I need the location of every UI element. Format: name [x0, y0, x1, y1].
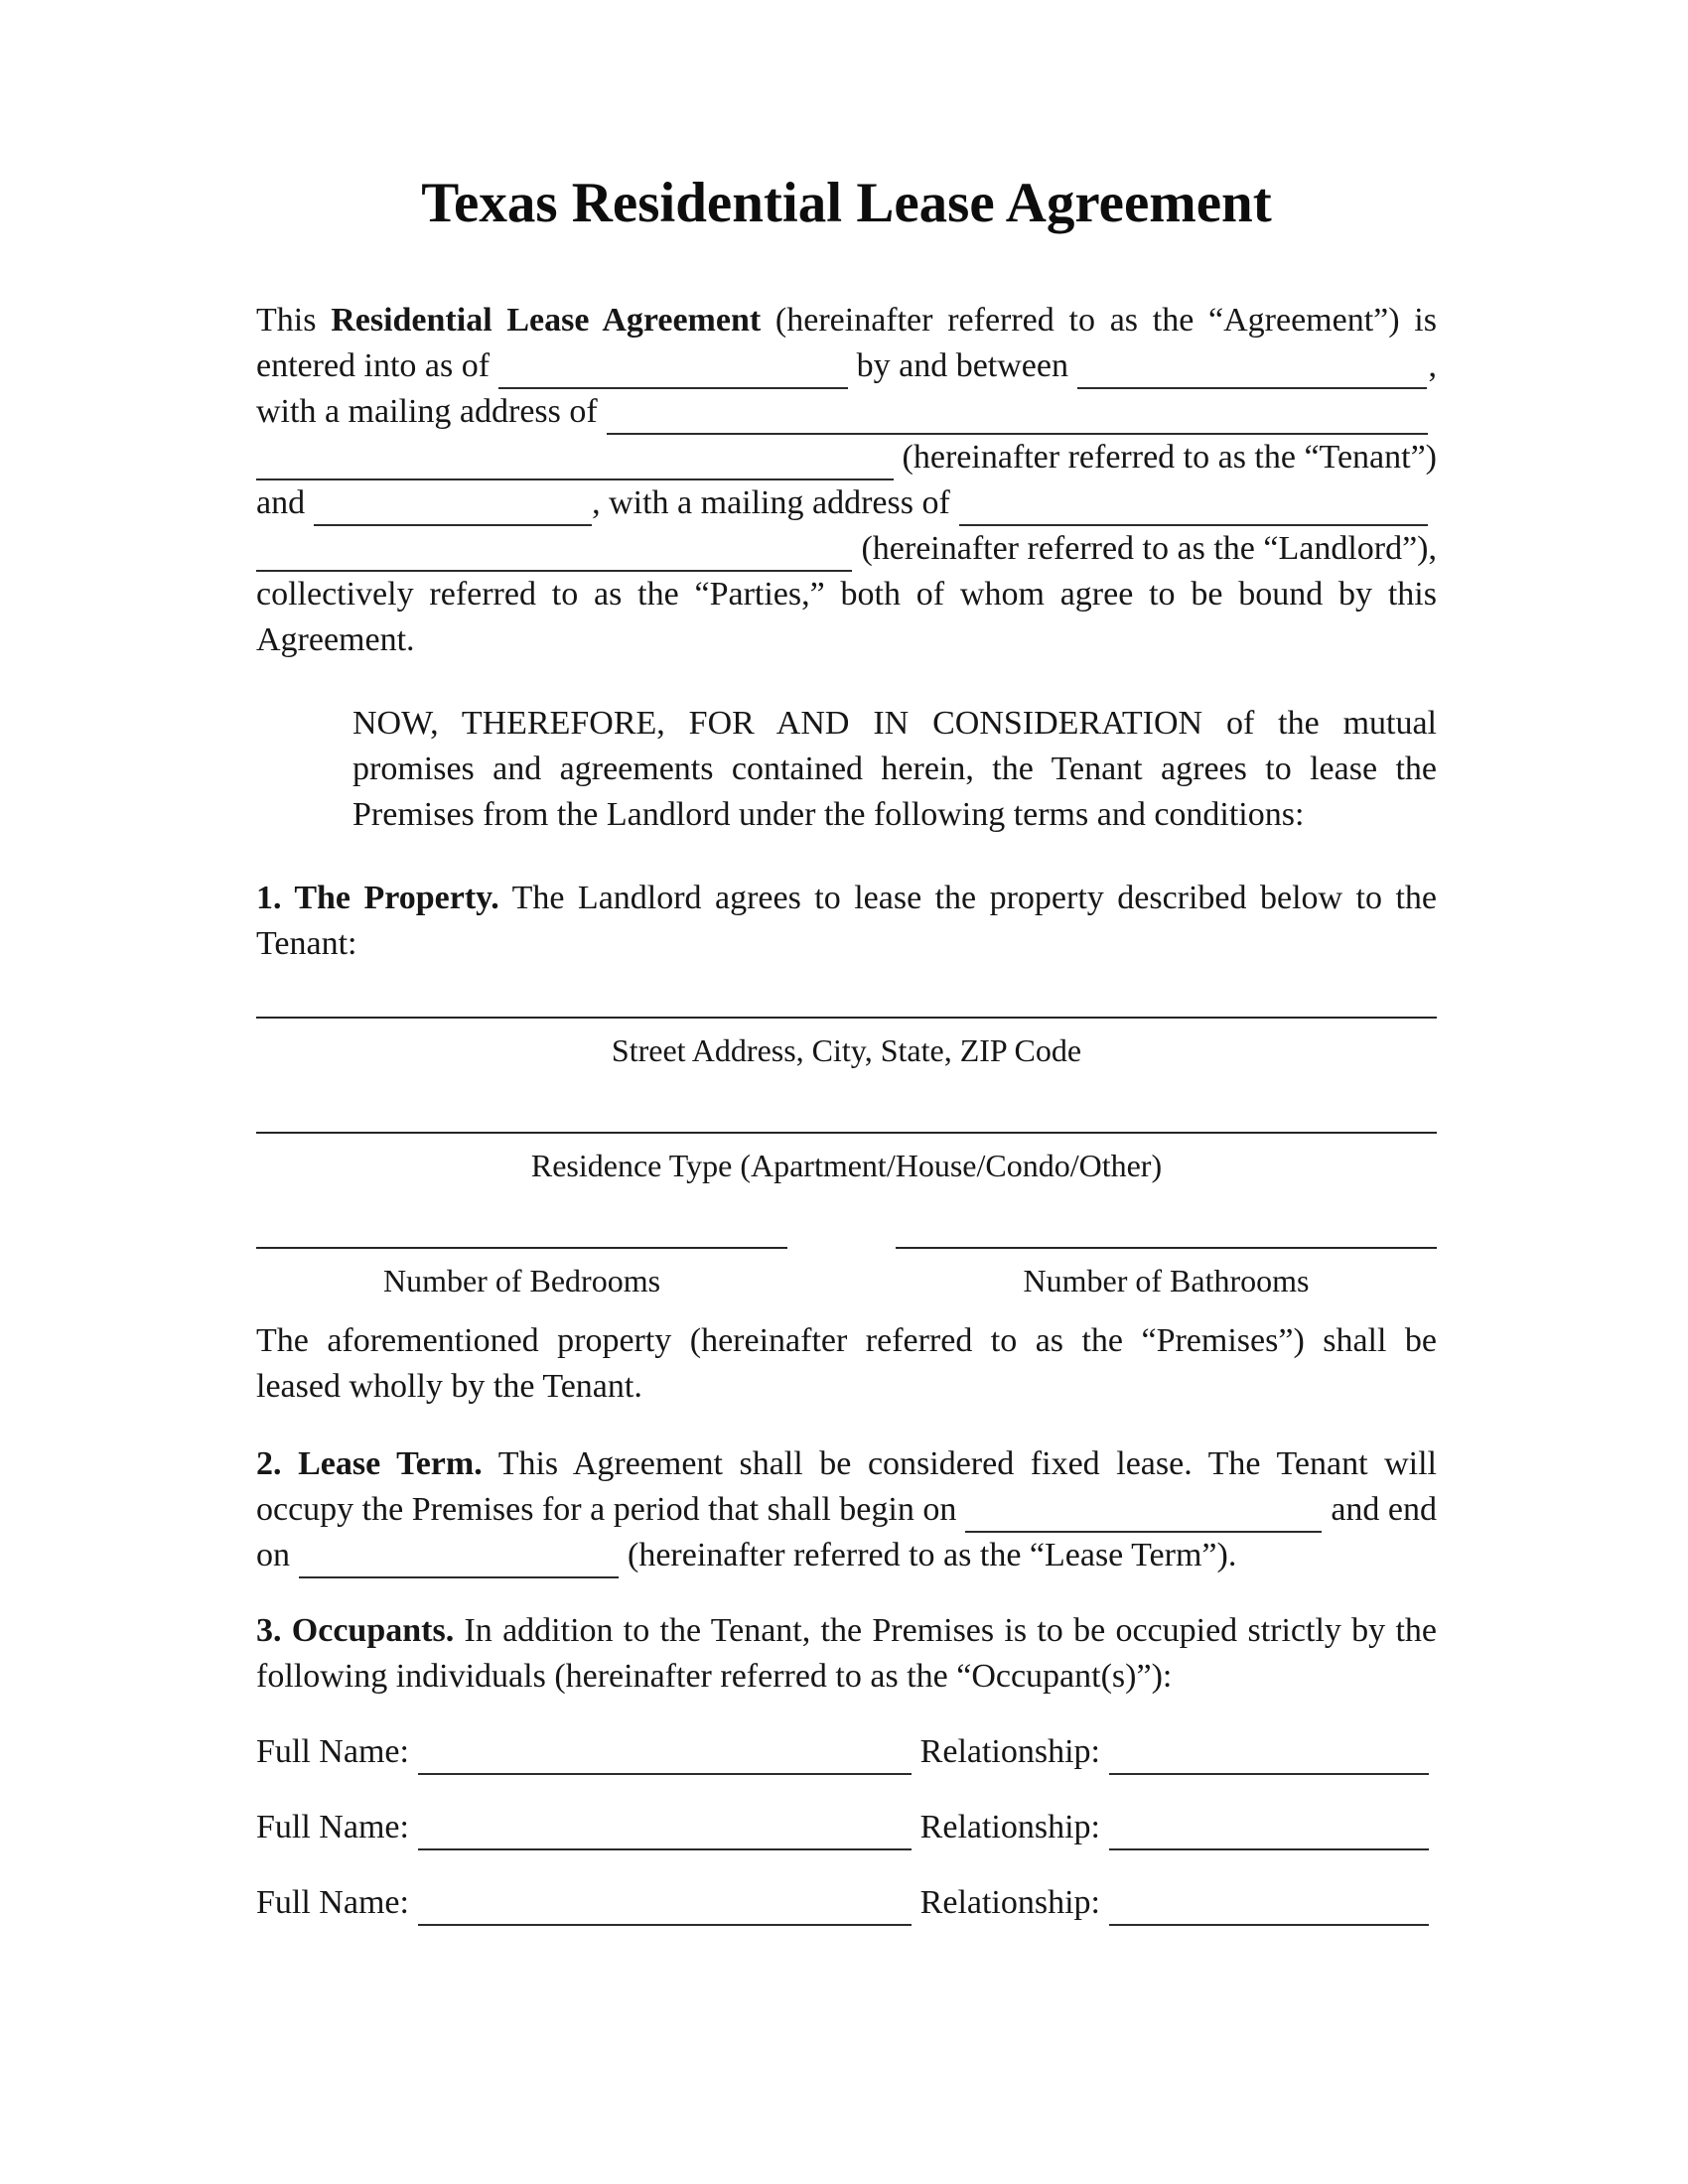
intro-line-6 — [256, 526, 1437, 572]
occupants-heading: 3. Occupants. — [256, 1612, 455, 1649]
intro-line-3 — [256, 389, 1437, 435]
bedrooms-bathrooms-row — [256, 1247, 1437, 1300]
property-line-1 — [256, 876, 1437, 921]
consideration-paragraph — [352, 701, 1437, 838]
lease-end-date-blank[interactable] — [299, 1537, 619, 1578]
section-1-property — [256, 876, 1437, 967]
bedrooms-caption: Number of Bedrooms — [382, 1263, 661, 1298]
premises-note-line-2: leased wholly by the Tenant. — [256, 1368, 642, 1405]
consideration-line-1: NOW, THEREFORE, FOR AND IN CONSIDERATION of the mutual — [352, 705, 1437, 742]
intro-line-1-bold: Residential Lease Agreement — [331, 302, 762, 339]
occupant-2-relationship-label: Relationship: — [919, 1809, 1100, 1845]
document-title: Texas Residential Lease Agreement — [421, 172, 1272, 234]
lease-term-line-1 — [256, 1441, 1437, 1487]
street-address-caption: Street Address, City, State, ZIP Code — [611, 1032, 1082, 1068]
residence-type-field-group — [256, 1132, 1437, 1185]
intro-line-1 — [256, 298, 1437, 343]
occupant-1-relationship-blank[interactable] — [1109, 1733, 1429, 1775]
intro-line-3-text: with a mailing address of — [256, 393, 598, 430]
occupants-line-2: following individuals (hereinafter referred to as the “Occupant(s)”): — [256, 1658, 1173, 1695]
bedrooms-input-line[interactable] — [256, 1247, 787, 1249]
intro-line-2-text-b: by and between — [856, 347, 1068, 384]
tenant-address-blank-2[interactable] — [256, 439, 894, 480]
occupant-3-name-label: Full Name: — [256, 1884, 409, 1921]
intro-line-4 — [256, 435, 1437, 480]
occupant-3-relationship-label: Relationship: — [919, 1884, 1100, 1921]
lease-term-line-3-text-b: (hereinafter referred to as the “Lease Term”). — [628, 1537, 1237, 1573]
residence-type-input-line[interactable] — [256, 1132, 1437, 1134]
landlord-address-blank-2[interactable] — [256, 530, 852, 572]
lease-term-heading: 2. Lease Term. — [256, 1445, 483, 1482]
occupant-row-1 — [256, 1729, 1437, 1775]
lease-term-line-2-text-a: occupy the Premises for a period that shall begin on — [256, 1491, 957, 1528]
lease-start-date-blank[interactable] — [965, 1491, 1322, 1533]
intro-paragraph — [256, 298, 1437, 663]
intro-line-2-comma: , — [1428, 347, 1438, 384]
property-line-1-text: The Landlord agrees to lease the property described below to the — [498, 880, 1437, 916]
intro-line-6-text: (hereinafter referred to as the “Landlord”), — [861, 530, 1437, 567]
intro-line-2-text-a: entered into as of — [256, 347, 491, 384]
lease-term-line-3 — [256, 1533, 1437, 1578]
intro-line-7: collectively referred to as the “Parties,” both of whom agree to be bound by this — [256, 576, 1437, 613]
occupant-row-2 — [256, 1805, 1437, 1850]
premises-note-line-1: The aforementioned property (hereinafter referred to as the “Premises”) shall be — [256, 1322, 1437, 1359]
occupant-2-relationship-blank[interactable] — [1109, 1809, 1429, 1850]
occupant-row-3 — [256, 1880, 1437, 1926]
intro-line-4-text: (hereinafter referred to as the “Tenant”) — [902, 439, 1437, 476]
landlord-address-blank-1[interactable] — [959, 484, 1428, 526]
lease-term-line-2 — [256, 1487, 1437, 1533]
occupant-1-name-blank[interactable] — [418, 1733, 912, 1775]
agreement-date-blank[interactable] — [498, 347, 848, 389]
consideration-line-3: Premises from the Landlord under the following terms and conditions: — [352, 796, 1305, 833]
section-2-lease-term — [256, 1441, 1437, 1578]
occupant-2-name-label: Full Name: — [256, 1809, 409, 1845]
landlord-name-blank[interactable] — [314, 484, 592, 526]
bedrooms-field-group — [256, 1247, 787, 1300]
residence-type-caption: Residence Type (Apartment/House/Condo/Other) — [530, 1148, 1163, 1183]
street-address-field-group — [256, 1017, 1437, 1070]
occupant-1-name-label: Full Name: — [256, 1733, 409, 1770]
consideration-line-2: promises and agreements contained herein, the Tenant agrees to lease the — [352, 751, 1437, 787]
property-line-2: Tenant: — [256, 925, 357, 962]
intro-line-2 — [256, 343, 1437, 389]
occupant-3-name-blank[interactable] — [418, 1884, 912, 1926]
lease-term-line-2-text-b: and end — [1331, 1491, 1437, 1528]
occupant-2-name-blank[interactable] — [418, 1809, 912, 1850]
occupant-3-relationship-blank[interactable] — [1109, 1884, 1429, 1926]
bathrooms-caption: Number of Bathrooms — [1023, 1263, 1310, 1298]
occupants-line-1-text: In addition to the Tenant, the Premises is to be occupied strictly by the — [454, 1612, 1437, 1649]
lease-term-line-1-text: This Agreement shall be considered fixed lease. The Tenant will — [482, 1445, 1437, 1482]
intro-line-1-text-a: This — [256, 302, 332, 339]
intro-line-5-text-b: , with a mailing address of — [592, 484, 950, 521]
premises-note-paragraph — [256, 1318, 1437, 1410]
intro-line-8: Agreement. — [256, 621, 415, 658]
section-3-occupants — [256, 1608, 1437, 1700]
occupant-1-relationship-label: Relationship: — [919, 1733, 1100, 1770]
intro-line-1-text-b: (hereinafter referred to as the “Agreement”) is — [761, 302, 1437, 339]
bathrooms-input-line[interactable] — [896, 1247, 1437, 1249]
bathrooms-field-group — [896, 1247, 1437, 1300]
occupants-line-1 — [256, 1608, 1437, 1654]
tenant-name-blank[interactable] — [1077, 347, 1427, 389]
intro-line-5 — [256, 480, 1437, 526]
intro-line-5-text-a: and — [256, 484, 306, 521]
street-address-input-line[interactable] — [256, 1017, 1437, 1019]
property-heading: 1. The Property. — [256, 880, 499, 916]
tenant-address-blank-1[interactable] — [607, 393, 1428, 435]
lease-term-line-3-text-a: on — [256, 1537, 290, 1573]
